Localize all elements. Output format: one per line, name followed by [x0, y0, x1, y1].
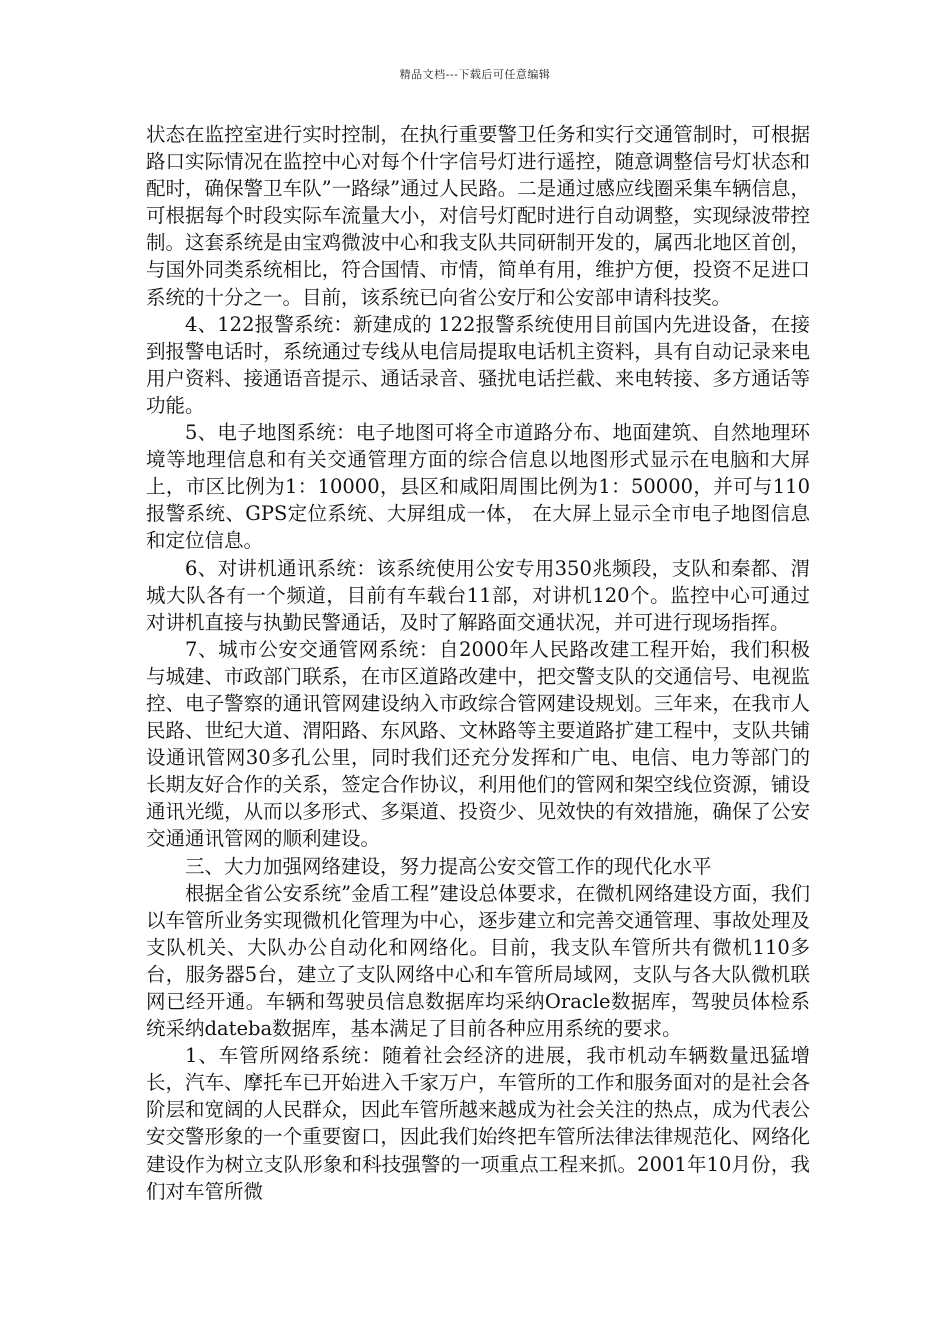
paragraph: 根据全省公安系统”金盾工程”建设总体要求，在微机网络建设方面，我们以车管所业务实现微机化管理为中心，逐步建立和完善交通管理、事故处理及支队机关、大队办公自动化和网络化。目前，我支队车管所共有微机110多台，服务器5台，建立了支队网络中心和车管所局域网，支队与各大队微机联网已经开通。车辆和驾驶员信息数据库均采纳Oracle数据库，驾驶员体检系统采纳dateba数据库，基本满足了目前各种应用系统的要求。 [146, 881, 810, 1041]
paragraph: 状态在监控室进行实时控制，在执行重要警卫任务和实行交通管制时，可根据路口实际情况在监控中心对每个什字信号灯进行遥控，随意调整信号灯状态和配时，确保警卫车队”一路绿”通过人民路。二是通过感应线圈采集车辆信息，可根据每个时段实际车流量大小，对信号灯配时进行自动调整，实现绿波带控制。这套系统是由宝鸡微波中心和我支队共同研制开发的，属西北地区首创，与国外同类系统相比，符合国情、市情，简单有用，维护方便，投资不足进口系统的十分之一。目前，该系统已向省公安厅和公安部申请科技奖。 [146, 123, 810, 309]
paragraph: 6、对讲机通讯系统：该系统使用公安专用350兆频段，支队和秦都、渭城大队各有一个频道，目前有车载台11部，对讲机120个。监控中心可通过对讲机直接与执勤民警通话，及时了解路面交通状况，并可进行现场指挥。 [146, 556, 810, 634]
paragraph: 7、城市公安交通管网系统：自2000年人民路改建工程开始，我们积极与城建、市政部门联系，在市区道路改建中，把交警支队的交通信号、电视监控、电子警察的通讯管网建设纳入市政综合管网建设规划。三年来，在我市人民路、世纪大道、渭阳路、东风路、文林路等主要道路扩建工程中，支队共铺设通讯管网30多孔公里，同时我们还充分发挥和广电、电信、电力等部门的长期友好合作的关系，签定合作协议，利用他们的管网和架空线位资源，铺设通讯光缆，从而以多形式、多渠道、投资少、见效快的有效措施，确保了公安交通通讯管网的顺利建设。 [146, 637, 810, 851]
paragraph: 5、电子地图系统：电子地图可将全市道路分布、地面建筑、自然地理环境等地理信息和有关交通管理方面的综合信息以地图形式显示在电脑和大屏上，市区比例为1：10000，县区和咸阳周围比例为1：50000，并可与110报警系统、GPS定位系统、大屏组成一体， 在大屏上显示全市电子地图信息和定位信息。 [146, 421, 810, 553]
section-heading: 三、大力加强网络建设，努力提高公安交管工作的现代化水平 [185, 854, 712, 878]
paragraph: 1、车管所网络系统：随着社会经济的进展，我市机动车辆数量迅猛增长，汽车、摩托车已开始进入千家万户，车管所的工作和服务面对的是社会各阶层和宽阔的人民群众，因此车管所越来越成为社会关注的热点，成为代表公安交警形象的一个重要窗口，因此我们始终把车管所法律法律规范化、网络化建设作为树立支队形象和科技强警的一项重点工程来抓。2001年10月份，我们对车管所微 [146, 1044, 810, 1203]
page-header: 精品文档---下载后可任意编辑 [399, 68, 551, 81]
paragraph: 4、122报警系统：新建成的 122报警系统使用目前国内先进设备，在接到报警电话时，系统通过专线从电信局提取电话机主资料，具有自动记录来电用户资料、接通语音提示、通话录音、骚扰电话拦截、来电转接、多方通话等功能。 [146, 312, 810, 417]
document-body [146, 121, 810, 1205]
